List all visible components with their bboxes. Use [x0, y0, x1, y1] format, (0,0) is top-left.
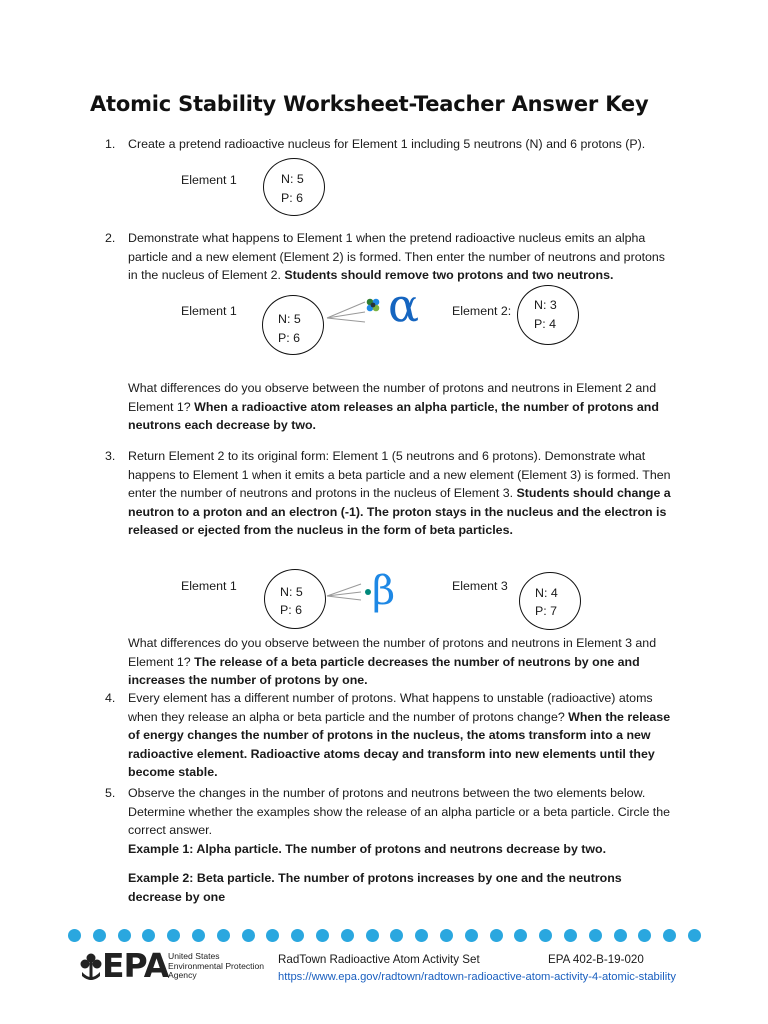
footer-dot	[118, 929, 131, 942]
followup-text: What differences do you observe between the number of protons and neutrons in Element 2 and Element 1?	[128, 381, 657, 414]
footer-dot	[539, 929, 552, 942]
question-text: Demonstrate what happens to Element 1 when the pretend radioactive nucleus emits an alpha particle and a new element (Element 2) is formed. Then enter the number of neutrons and protons in the nucleus of Element 2.	[128, 231, 666, 283]
proton-count: P: 6	[280, 603, 303, 617]
neutron-count: N: 5	[280, 585, 303, 599]
footer-dot	[192, 929, 205, 942]
question-text: Observe the changes in the number of protons and neutrons between the two elements below. Determine whether the examples show the release of an alpha particle or a beta particle. Circle the correct answer.	[128, 786, 671, 838]
footer-dot	[490, 929, 503, 942]
question-5	[105, 784, 673, 840]
footer-dot	[638, 929, 651, 942]
element-1-nucleus	[263, 158, 325, 216]
beta-symbol: β	[372, 568, 396, 614]
epa-flower-icon	[80, 952, 102, 982]
epa-wordmark: EPA	[102, 946, 169, 985]
agency-line: Agency	[168, 970, 197, 981]
footer-dot	[440, 929, 453, 942]
neutron-count: N: 5	[278, 312, 301, 326]
question-number: 1.	[105, 137, 116, 151]
question-number: 2.	[105, 231, 116, 245]
footer-dot	[514, 929, 527, 942]
footer-dot	[266, 929, 279, 942]
footer-dot	[663, 929, 676, 942]
followup-text: What differences do you observe between the number of protons and neutrons in Element 3 and Element 1?	[128, 636, 657, 669]
question-4	[105, 689, 673, 782]
question-3	[105, 447, 673, 540]
footer-dot	[68, 929, 81, 942]
element-1-nucleus	[262, 295, 324, 355]
neutron-count: N: 5	[281, 172, 304, 186]
element-3-nucleus	[519, 572, 581, 630]
question-number: 3.	[105, 449, 116, 463]
element-1-label: Element 1	[181, 579, 237, 593]
footer-dot	[589, 929, 602, 942]
question-text: Return Element 2 to its original form: Element 1 (5 neutrons and 6 protons). Demonstrate what happens to Element 1 when it emits a beta particle and a new element (Element 3) is formed. Then enter the number of neutrons and protons in the nucleus of Element 3.	[128, 449, 671, 501]
footer-dot	[614, 929, 627, 942]
answer-text: Students should remove two protons and two neutrons.	[284, 268, 614, 283]
footer-dot	[142, 929, 155, 942]
question-1	[105, 135, 673, 154]
question-number: 4.	[105, 691, 116, 705]
footer-dot	[341, 929, 354, 942]
followup-answer: When a radioactive atom releases an alpha particle, the number of protons and neutrons each decrease by two.	[128, 399, 659, 433]
agency-line: Environmental Protection	[168, 960, 265, 971]
element-1-nucleus	[264, 569, 326, 629]
proton-count: P: 6	[278, 331, 301, 345]
question-2-followup	[128, 379, 673, 435]
footer-dot	[217, 929, 230, 942]
element-2-nucleus	[517, 285, 579, 345]
document-number: EPA 402-B-19-020	[548, 953, 644, 966]
footer-dot	[688, 929, 701, 942]
example-1-answer: Example 1: Alpha particle. The number of protons and neutrons decrease by two.	[128, 842, 607, 856]
footer-dot	[564, 929, 577, 942]
question-3-followup	[128, 634, 673, 690]
footer-dot-divider	[60, 926, 700, 946]
element-2-label: Element 2:	[452, 304, 512, 318]
footer-dot	[465, 929, 478, 942]
example-2	[128, 869, 673, 906]
proton-count: P: 7	[535, 604, 558, 618]
epa-logo	[80, 946, 275, 990]
footer-dot	[242, 929, 255, 942]
element-1-label: Element 1	[181, 173, 237, 187]
question-number: 5.	[105, 786, 116, 800]
answer-text: Students should change a neutron to a proton and an electron (-1). The proton stays in the nucleus and the electron is released or ejected from the nucleus in the form of beta particles.	[128, 486, 671, 538]
activity-set-name: RadTown Radioactive Atom Activity Set	[278, 953, 480, 966]
footer-dot	[291, 929, 304, 942]
proton-count: P: 4	[534, 317, 557, 331]
question-2	[105, 229, 673, 285]
followup-answer: The release of a beta particle decreases the number of neutrons by one and increases the number of protons by one.	[128, 654, 640, 688]
alpha-emission-icon	[325, 292, 445, 342]
element-3-label: Element 3	[452, 579, 508, 593]
footer-dot	[390, 929, 403, 942]
question-text: Every element has a different number of protons. What happens to unstable (radioactive) atoms when they release an alpha or beta particle and the number of protons change?	[128, 691, 653, 724]
example-2-answer: Example 2: Beta particle. The number of protons increases by one and the neutrons decrease by one	[128, 871, 622, 904]
alpha-symbol: α	[388, 278, 420, 332]
footer-dot	[167, 929, 180, 942]
answer-text: When the release of energy changes the number of protons in the nucleus, the atoms transform into a new radioactive element. Radioactive atoms decay and transform into new elements until they become stable.	[128, 709, 671, 780]
footer-dot	[415, 929, 428, 942]
neutron-count: N: 3	[534, 298, 557, 312]
example-1	[128, 840, 673, 859]
footer-dot	[316, 929, 329, 942]
element-1-label: Element 1	[181, 304, 237, 318]
agency-name	[168, 952, 278, 981]
footer-dot	[93, 929, 106, 942]
agency-line: United States	[168, 951, 220, 961]
footer-dot	[366, 929, 379, 942]
resource-link[interactable]: https://www.epa.gov/radtown/radtown-radioactive-atom-activity-4-atomic-stability	[278, 971, 676, 983]
question-text: Create a pretend radioactive nucleus for Element 1 including 5 neutrons (N) and 6 protons (P).	[128, 137, 646, 151]
neutron-count: N: 4	[535, 586, 558, 600]
proton-count: P: 6	[281, 191, 304, 205]
page-title: Atomic Stability Worksheet-Teacher Answer Key	[90, 92, 649, 116]
